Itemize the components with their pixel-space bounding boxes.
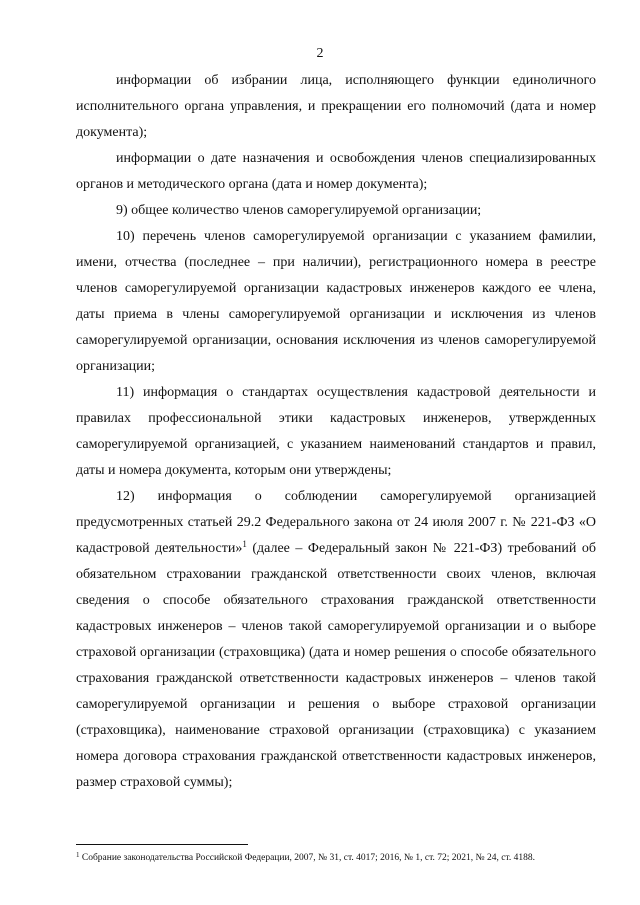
- paragraph-executive-body: информации об избрании лица, исполняющего функции единоличного исполнительного органа управления, и прекращении его полномочий (дата и номер документа);: [76, 73, 596, 140]
- paragraph-10-member-list: 10) перечень членов саморегулируемой организации с указанием фамилии, имени, отчества (последнее – при наличии), регистрационного номера в реестре членов саморегулируемой организации кадастровых инженеров каждого ее члена, даты приема в члены саморегулируемой организации и исключения из членов саморегулируемой организации, основания исключения из членов саморегулируемой организации;: [76, 229, 596, 374]
- paragraph-9-member-count: 9) общее количество членов саморегулируемой организации;: [116, 203, 482, 218]
- footnote: [76, 852, 616, 865]
- paragraph-12-text-end: (далее – Федеральный закон № 221-ФЗ) требований об обязательном страховании гражданской ответственности своих членов, включая сведения о способе обязательного страхования гражданской ответственности кадастровых инженеров – членов такой саморегулируемой организации и о выборе страховой организации (страховщика) (дата и номер решения о способе обязательного страхования гражданской ответственности кадастровых инженеров – членов такой саморегулируемой организации и решения о выборе страховой организации (страховщика), наименование страховой организации (страховщика) с указанием номера договора страхования гражданской ответственности кадастровых инженеров, размер страховой суммы);: [76, 541, 597, 790]
- footnote-text: Собрание законодательства Российской Федерации, 2007, № 31, ст. 4017; 2016, № 1, ст. 72; 2021, № 24, ст. 4188.: [79, 853, 535, 863]
- page-number: 2: [316, 46, 324, 61]
- paragraph-12-insurance: [76, 484, 596, 796]
- paragraph-12-text-start: 12) информация о соблюдении саморегулируемой организацией предусмотренных статьей 29.2 Федерального закона от 24 июля 2007 г. № 221-ФЗ «О кадастровой деятельности»: [76, 489, 596, 556]
- paragraph-specialized-bodies: информации о дате назначения и освобождения членов специализированных органов и методического органа (дата и номер документа);: [76, 151, 596, 192]
- footnote-mark: 1: [76, 851, 80, 859]
- body-text: [76, 68, 596, 796]
- footnote-reference: 1: [242, 539, 247, 549]
- paragraph-11-standards: 11) информация о стандартах осуществления кадастровой деятельности и правилах профессиональной этики кадастровых инженеров, утвержденных саморегулируемой организацией, с указанием наименований стандартов и правил, даты и номера документа, которым они утверждены;: [76, 385, 596, 478]
- footnote-separator: [76, 844, 248, 845]
